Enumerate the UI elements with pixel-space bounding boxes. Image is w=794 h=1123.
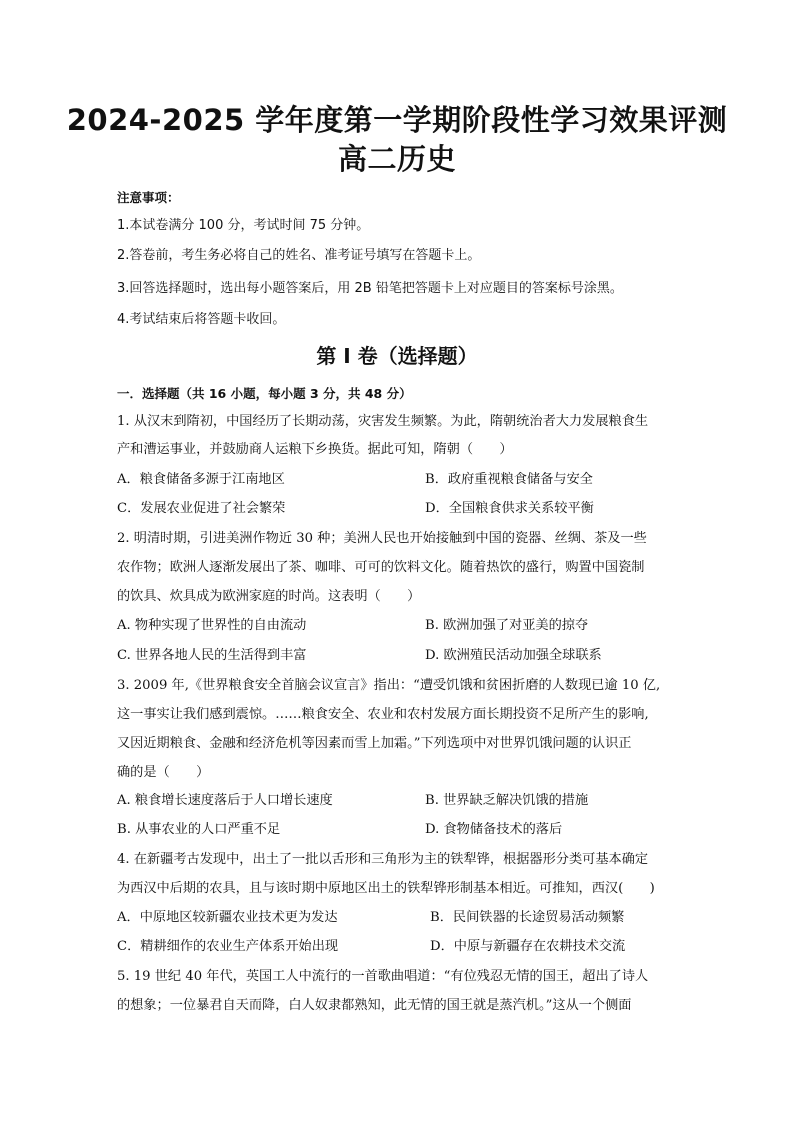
notice-item: 2.答卷前，考生务必将自己的姓名、准考证号填写在答题卡上。 — [117, 248, 481, 263]
section-title: 第 I 卷（选择题） — [316, 344, 478, 368]
option-d: D. 欧洲殖民活动加强全球联系 — [425, 648, 602, 663]
question-stem-line: 4. 在新疆考古发现中，出土了一批以舌形和三角形为主的铁犁铧，根据器形分类可基本确定 — [117, 852, 649, 867]
option-d: D．中原与新疆存在农耕技术交流 — [430, 939, 626, 954]
option-a: A. 物种实现了世界性的自由流动 — [117, 618, 307, 633]
option-b: B．民间铁器的长途贸易活动频繁 — [430, 910, 625, 925]
question-stem-line: 确的是（ ） — [117, 765, 210, 780]
question-stem-line: 为西汉中后期的农具，且与该时期中原地区出土的铁犁铧形制基本相近。可推知，西汉( ) — [117, 881, 655, 896]
question-stem-line: 2. 明清时期，引进美洲作物近 30 种；美洲人民也开始接触到中国的瓷器、丝绸、茶及一些 — [117, 531, 647, 546]
question-stem-line: 5. 19 世纪 40 年代，英国工人中流行的一首歌曲唱道：“有位残忍无情的国王，超出了诗人 — [117, 969, 649, 984]
option-d: D. 食物储备技术的落后 — [425, 822, 563, 837]
option-b: B．政府重视粮食储备与安全 — [425, 472, 593, 487]
option-c: C．发展农业促进了社会繁荣 — [117, 501, 286, 516]
notice-item: 3.回答选择题时，选出每小题答案后，用 2B 铅笔把答题卡上对应题目的答案标号涂黑。 — [117, 281, 623, 296]
exam-title: 2024-2025 学年度第一学期阶段性学习效果评测 — [66, 103, 728, 137]
subject-title: 高二历史 — [337, 142, 456, 176]
option-b: B. 世界缺乏解决饥饿的措施 — [425, 793, 589, 808]
question-stem-line: 农作物；欧洲人逐渐发展出了茶、咖啡、可可的饮料文化。随着热饮的盛行，购置中国瓷制 — [117, 560, 645, 575]
question-stem-line: 这一事实让我们感到震惊。……粮食安全、农业和农村发展方面长期投资不足所产生的影响, — [117, 707, 649, 722]
notice-heading: 注意事项： — [117, 190, 180, 205]
option-c: C. 世界各地人民的生活得到丰富 — [117, 648, 307, 663]
option-b: B. 欧洲加强了对亚美的掠夺 — [425, 618, 589, 633]
question-stem-line: 的想象；一位暴君自天而降，白人奴隶都熟知，此无情的国王就是蒸汽机。”这从一个侧面 — [117, 998, 632, 1013]
notice-item: 4.考试结束后将答题卡收回。 — [117, 312, 286, 327]
notice-item: 1.本试卷满分 100 分，考试时间 75 分钟。 — [117, 218, 370, 233]
option-d: D．全国粮食供求关系较平衡 — [425, 501, 594, 516]
question-stem-line: 3. 2009 年,《世界粮食安全首脑会议宣言》指出：“遭受饥饿和贫困折磨的人数现已逾 10 亿, — [117, 678, 661, 693]
part-heading: 一．选择题（共 16 小题，每小题 3 分，共 48 分） — [117, 386, 412, 401]
option-a: A. 粮食增长速度落后于人口增长速度 — [117, 793, 333, 808]
question-stem-line: 又因近期粮食、金融和经济危机等因素而雪上加霜。”下列选项中对世界饥饿问题的认识正 — [117, 736, 632, 751]
question-stem-line: 1. 从汉末到隋初，中国经历了长期动荡，灾害发生频繁。为此，隋朝统治者大力发展粮食生 — [117, 414, 649, 429]
option-c: B. 从事农业的人口严重不足 — [117, 822, 281, 837]
option-a: A．中原地区较新疆农业技术更为发达 — [117, 910, 338, 925]
option-a: A．粮食储备多源于江南地区 — [117, 472, 285, 487]
question-stem-line: 产和漕运事业，并鼓励商人运粮下乡换货。据此可知，隋朝（ ） — [117, 442, 513, 457]
question-stem-line: 的饮具、炊具成为欧洲家庭的时尚。这表明（ ） — [117, 589, 421, 604]
option-c: C．精耕细作的农业生产体系开始出现 — [117, 939, 339, 954]
